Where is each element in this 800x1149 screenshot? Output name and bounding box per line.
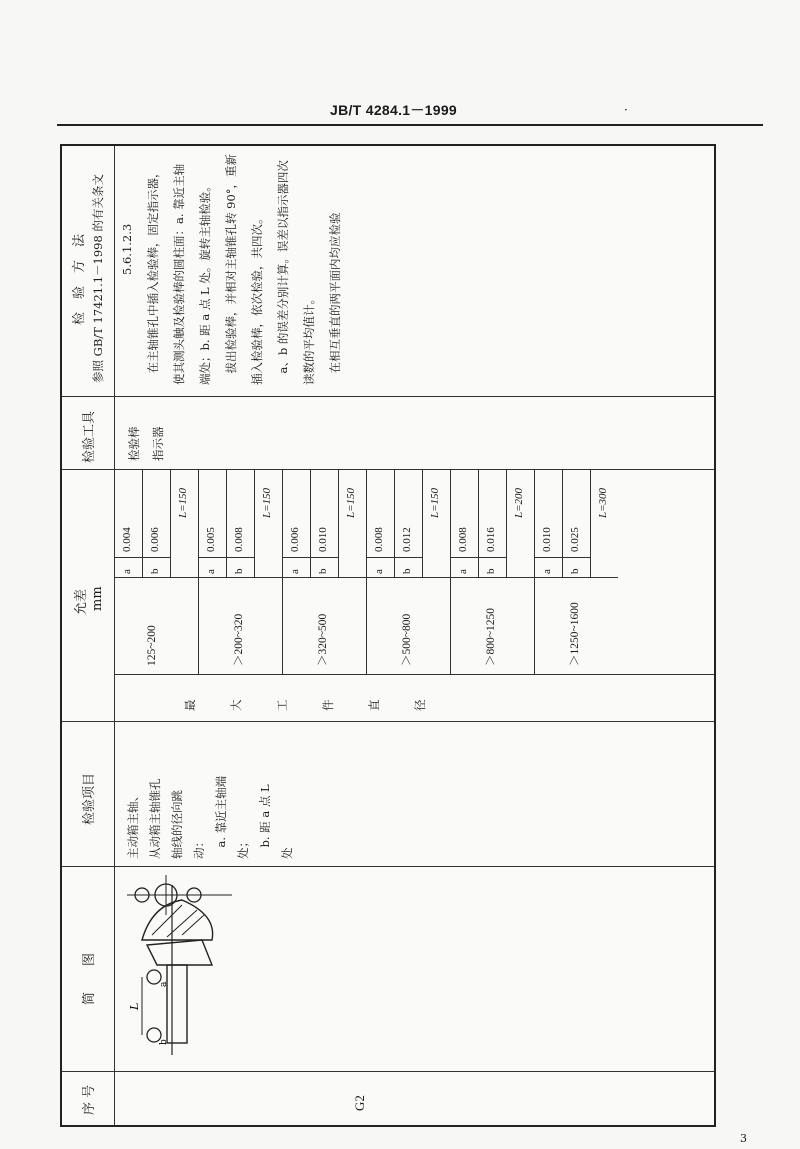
tol-cell-line: [310, 470, 311, 578]
tol-b-label: b: [485, 568, 497, 574]
tol-b-label: b: [233, 568, 245, 574]
check-tools: [122, 401, 170, 461]
tol-divider: [282, 577, 366, 578]
tol-b-label: b: [401, 568, 413, 574]
tol-row-line: [114, 470, 115, 674]
header-diagram: 简 图: [82, 952, 97, 1005]
method-clause: 5.6.1.2.3: [120, 223, 134, 275]
check-item-line: 从动箱主轴锥孔: [148, 778, 162, 859]
tol-b-label: b: [569, 568, 581, 574]
tol-range: ＞1250~1600: [569, 602, 581, 666]
tol-range: ＞800~1250: [485, 608, 497, 666]
tol-range: 125~200: [146, 625, 158, 666]
tol-cell-line: [590, 470, 591, 578]
tol-cell-line: [170, 470, 171, 578]
tol-b-value: 0.025: [569, 527, 581, 552]
check-item-line: 主动箱主轴、: [126, 790, 140, 859]
header-rule: [57, 124, 763, 126]
tol-a-value: 0.004: [121, 527, 133, 552]
tol-b-value: 0.012: [401, 527, 413, 552]
method-text: [140, 149, 348, 385]
tol-a-value: 0.005: [205, 527, 217, 552]
tol-divider: [114, 674, 714, 675]
max-diameter-char: 工: [275, 699, 289, 711]
tol-cell-line: [506, 470, 507, 578]
check-item-line: 处；: [236, 836, 250, 859]
stray-dot: ·: [624, 103, 628, 117]
diagram-label-b: b: [159, 1039, 169, 1045]
tol-cell-line: [562, 470, 563, 578]
header-tolerance: 允差: [74, 588, 89, 615]
tol-cell-line: [254, 470, 255, 578]
tol-b-value: 0.008: [233, 527, 245, 552]
tol-L-value: L=150: [261, 487, 273, 518]
max-diameter-char: 径: [413, 699, 427, 711]
tol-cell-line: [142, 470, 143, 578]
tol-cell-line: [478, 470, 479, 578]
tol-L-value: L=150: [429, 487, 441, 518]
method-line: 插入检验棒，依次检验，共四次。: [250, 212, 264, 385]
tol-b-value: 0.016: [485, 527, 497, 552]
tol-a-value: 0.008: [373, 527, 385, 552]
method-line: 拔出检验棒，并相对主轴锥孔转 90°，重新: [224, 153, 238, 385]
max-diameter-char: 最: [183, 699, 197, 711]
tool-item: 检验棒: [127, 426, 141, 461]
method-line: a、b 的误差分别计算。误差以指示器四次: [276, 160, 290, 385]
tol-divider: [114, 577, 198, 578]
method-line: 使其测头触及检验棒的圆柱面：a. 靠近主轴: [172, 163, 186, 385]
diagram-label-a: a: [159, 981, 169, 987]
tol-divider: [198, 577, 282, 578]
col-divider: [62, 396, 714, 397]
max-diameter-char: 直: [367, 699, 381, 711]
col-divider: [62, 469, 714, 470]
tol-divider: [366, 557, 422, 558]
tol-row-line: [198, 470, 199, 674]
method-line: 读数的平均值计。: [302, 293, 316, 385]
tol-b-value: 0.010: [317, 527, 329, 552]
tol-L-value: L=200: [513, 487, 525, 518]
tol-divider: [114, 557, 170, 558]
tol-divider: [198, 557, 254, 558]
tol-range: ＞200~320: [233, 613, 245, 666]
tol-b-label: b: [317, 568, 329, 574]
header-method: 检 验 方 法: [72, 233, 87, 325]
tol-a-label: a: [373, 569, 385, 574]
page-number: 3: [740, 1132, 747, 1145]
tol-L-value: L=300: [597, 487, 609, 518]
method-line: 在相互垂直的两平面内均应检验: [328, 212, 342, 385]
check-item-line: 处: [280, 847, 294, 859]
header-seq: 序 号: [82, 1084, 97, 1115]
tol-divider: [450, 557, 506, 558]
row-seq: G2: [352, 1095, 367, 1111]
tol-L-value: L=150: [177, 487, 189, 518]
tol-divider: [450, 577, 534, 578]
tol-cell-line: [338, 470, 339, 578]
tol-a-value: 0.008: [457, 527, 469, 552]
tol-row-line: [450, 470, 451, 674]
tol-row-line: [282, 470, 283, 674]
check-item: [122, 725, 298, 859]
standard-number: JB/T 4284.1－1999: [330, 102, 457, 118]
tol-row-line: [534, 470, 535, 674]
method-line: 在主轴锥孔中插入检验棒，固定指示器，: [146, 166, 160, 385]
diagram: [122, 875, 252, 1065]
tol-cell-line: [226, 470, 227, 578]
header-item: 检验项目: [82, 772, 97, 825]
method-line: 端处；b. 距 a 点 L 处。旋转主轴检验。: [198, 180, 212, 385]
tol-a-label: a: [457, 569, 469, 574]
tol-divider: [282, 557, 338, 558]
col-divider: [62, 866, 714, 867]
check-item-line: b. 距 a 点 L: [258, 784, 272, 859]
tol-divider: [534, 577, 618, 578]
tol-a-label: a: [289, 569, 301, 574]
tol-b-label: b: [149, 568, 161, 574]
tol-a-label: a: [205, 569, 217, 574]
check-item-line: a. 靠近主轴端: [214, 775, 228, 859]
max-diameter-char: 件: [321, 699, 335, 711]
tol-divider: [534, 557, 590, 558]
tol-range: ＞500~800: [401, 613, 413, 666]
rotated-table: [60, 144, 716, 1127]
check-item-line: 动：: [192, 836, 206, 859]
col-divider: [62, 721, 714, 722]
tol-cell-line: [422, 470, 423, 578]
tol-a-value: 0.006: [289, 527, 301, 552]
diagram-label-L: L: [128, 1002, 141, 1010]
tol-a-label: a: [541, 569, 553, 574]
tool-item: 指示器: [151, 426, 165, 461]
col-divider: [62, 1071, 714, 1072]
tol-cell-line: [394, 470, 395, 578]
tol-b-value: 0.006: [149, 527, 161, 552]
tol-row-line: [366, 470, 367, 674]
header-tolerance-unit: mm: [90, 586, 105, 611]
tol-L-value: L=150: [345, 487, 357, 518]
tol-divider: [366, 577, 450, 578]
check-item-line: 轴线的径向跳: [170, 790, 184, 859]
header-method-ref: 参照 GB/T 17421.1－1998 的有关条文: [91, 174, 105, 383]
tol-a-value: 0.010: [541, 527, 553, 552]
tol-range: ＞320~500: [317, 613, 329, 666]
header-tools: 检验工具: [82, 410, 97, 463]
max-diameter-char: 大: [229, 699, 243, 711]
tol-a-label: a: [121, 569, 133, 574]
